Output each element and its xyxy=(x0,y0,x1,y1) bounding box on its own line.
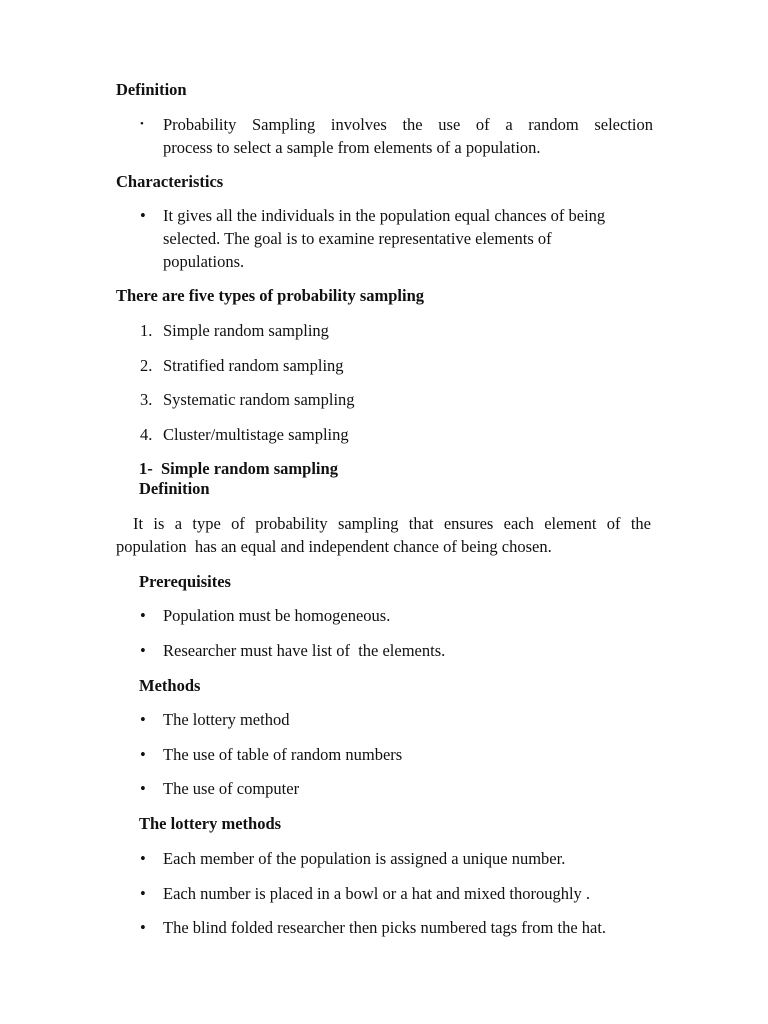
list-number: 2. xyxy=(140,356,153,375)
definition-text-line1: Probability Sampling involves the use of a random selection xyxy=(163,115,653,134)
list-number: 3. xyxy=(140,390,153,409)
bullet-marker: • xyxy=(140,849,146,868)
definition-heading: Definition xyxy=(116,80,187,99)
type-label: Stratified random sampling xyxy=(163,356,344,375)
lottery-text: Each member of the population is assigned a unique number. xyxy=(163,849,566,868)
bullet-marker: • xyxy=(140,884,146,903)
characteristics-line2: selected. The goal is to examine representative elements of xyxy=(163,229,552,248)
lottery-text: Each number is placed in a bowl or a hat and mixed thoroughly . xyxy=(163,884,591,903)
lottery-text: The blind folded researcher then picks numbered tags from the hat. xyxy=(163,918,607,937)
characteristics-line1: It gives all the individuals in the population equal chances of being xyxy=(163,206,606,225)
srs-definition-line2: population has an equal and independent chance of being chosen. xyxy=(116,537,552,556)
methods-heading: Methods xyxy=(139,676,201,695)
lottery-heading: The lottery methods xyxy=(139,814,282,833)
prerequisites-heading: Prerequisites xyxy=(139,572,231,591)
method-text: The lottery method xyxy=(163,710,290,729)
method-text: The use of computer xyxy=(163,779,300,798)
type-label: Systematic random sampling xyxy=(163,390,355,409)
types-heading: There are five types of probability sampling xyxy=(116,286,425,305)
bullet-marker: • xyxy=(140,641,146,660)
method-text: The use of table of random numbers xyxy=(163,745,403,764)
bullet-marker: • xyxy=(140,606,146,625)
srs-definition-heading: Definition xyxy=(139,479,210,498)
srs-heading: 1- Simple random sampling xyxy=(139,459,338,478)
bullet-marker: • xyxy=(140,118,144,130)
prerequisite-text: Population must be homogeneous. xyxy=(163,606,391,625)
srs-definition-line1: It is a type of probability sampling that ensures each element of the xyxy=(133,514,651,533)
bullet-marker: • xyxy=(140,206,146,225)
list-number: 1. xyxy=(140,321,153,340)
definition-text-line2: process to select a sample from elements of a population. xyxy=(163,138,541,157)
type-label: Simple random sampling xyxy=(163,321,329,340)
bullet-marker: • xyxy=(140,710,146,729)
type-label: Cluster/multistage sampling xyxy=(163,425,349,444)
characteristics-heading: Characteristics xyxy=(116,172,224,191)
bullet-marker: • xyxy=(140,918,146,937)
prerequisite-text: Researcher must have list of the elements. xyxy=(163,641,446,660)
bullet-marker: • xyxy=(140,745,146,764)
characteristics-line3: populations. xyxy=(163,252,245,271)
list-number: 4. xyxy=(140,425,153,444)
bullet-marker: • xyxy=(140,779,146,798)
